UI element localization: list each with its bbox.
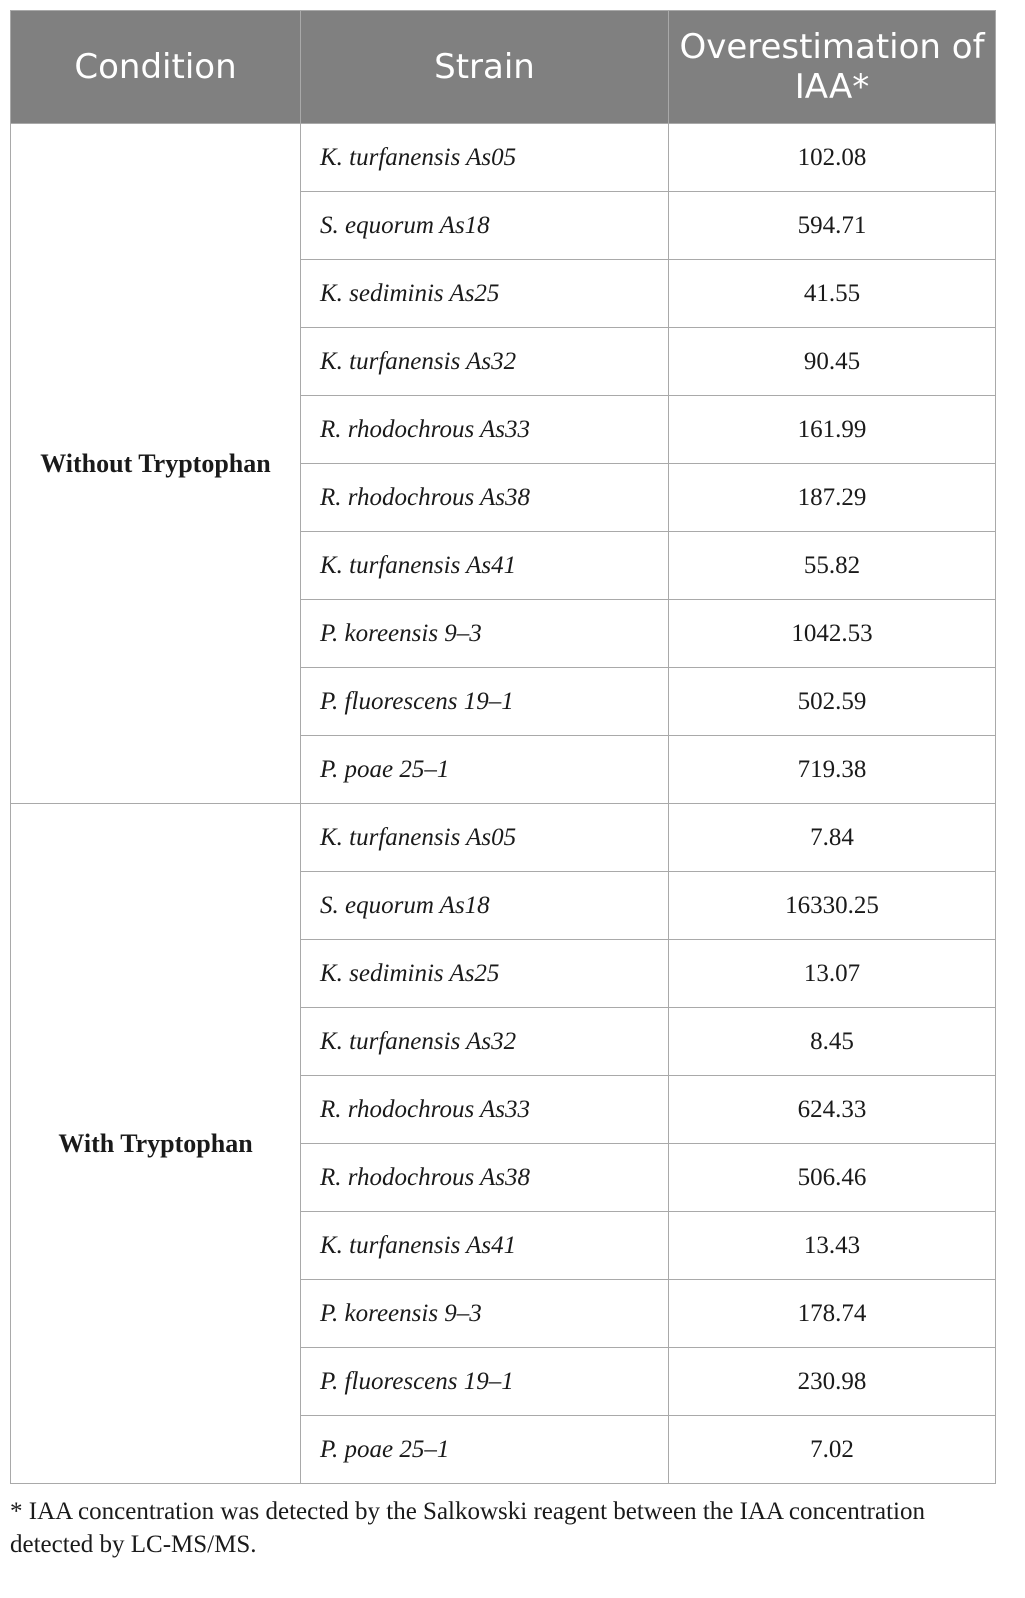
strain-cell: P. poae 25–1 (301, 1416, 669, 1484)
value-cell: 102.08 (669, 124, 996, 192)
value-cell: 502.59 (669, 668, 996, 736)
strain-cell: R. rhodochrous As38 (301, 1144, 669, 1212)
value-cell: 1042.53 (669, 600, 996, 668)
strain-cell: K. turfanensis As05 (301, 124, 669, 192)
strain-cell: K. turfanensis As41 (301, 532, 669, 600)
table-row (11, 124, 996, 192)
condition-cell: With Tryptophan (11, 804, 301, 1484)
header-condition: Condition (11, 11, 301, 124)
strain-cell: R. rhodochrous As38 (301, 464, 669, 532)
value-cell: 7.84 (669, 804, 996, 872)
strain-cell: P. fluorescens 19–1 (301, 1348, 669, 1416)
header-strain: Strain (301, 11, 669, 124)
strain-cell: P. poae 25–1 (301, 736, 669, 804)
strain-cell: R. rhodochrous As33 (301, 396, 669, 464)
value-cell: 13.07 (669, 940, 996, 1008)
value-cell: 178.74 (669, 1280, 996, 1348)
header-overestimation: Overestimation of IAA* (669, 11, 996, 124)
value-cell: 7.02 (669, 1416, 996, 1484)
strain-cell: K. sediminis As25 (301, 260, 669, 328)
strain-cell: P. koreensis 9–3 (301, 600, 669, 668)
value-cell: 13.43 (669, 1212, 996, 1280)
value-cell: 187.29 (669, 464, 996, 532)
strain-cell: S. equorum As18 (301, 872, 669, 940)
strain-cell: P. fluorescens 19–1 (301, 668, 669, 736)
strain-cell: R. rhodochrous As33 (301, 1076, 669, 1144)
strain-cell: S. equorum As18 (301, 192, 669, 260)
value-cell: 719.38 (669, 736, 996, 804)
strain-cell: K. turfanensis As05 (301, 804, 669, 872)
value-cell: 41.55 (669, 260, 996, 328)
strain-cell: K. turfanensis As32 (301, 1008, 669, 1076)
iaa-overestimation-table (10, 10, 996, 1484)
table-footnote: * IAA concentration was detected by the Salkowski reagent between the IAA concentration detected by LC-MS/MS. (10, 1498, 925, 1558)
value-cell: 594.71 (669, 192, 996, 260)
value-cell: 230.98 (669, 1348, 996, 1416)
value-cell: 624.33 (669, 1076, 996, 1144)
value-cell: 506.46 (669, 1144, 996, 1212)
value-cell: 55.82 (669, 532, 996, 600)
value-cell: 16330.25 (669, 872, 996, 940)
strain-cell: P. koreensis 9–3 (301, 1280, 669, 1348)
value-cell: 161.99 (669, 396, 996, 464)
condition-cell: Without Tryptophan (11, 124, 301, 804)
strain-cell: K. turfanensis As41 (301, 1212, 669, 1280)
value-cell: 8.45 (669, 1008, 996, 1076)
strain-cell: K. turfanensis As32 (301, 328, 669, 396)
table-container (10, 10, 995, 1484)
value-cell: 90.45 (669, 328, 996, 396)
header-row (11, 11, 996, 124)
table-row (11, 804, 996, 872)
strain-cell: K. sediminis As25 (301, 940, 669, 1008)
